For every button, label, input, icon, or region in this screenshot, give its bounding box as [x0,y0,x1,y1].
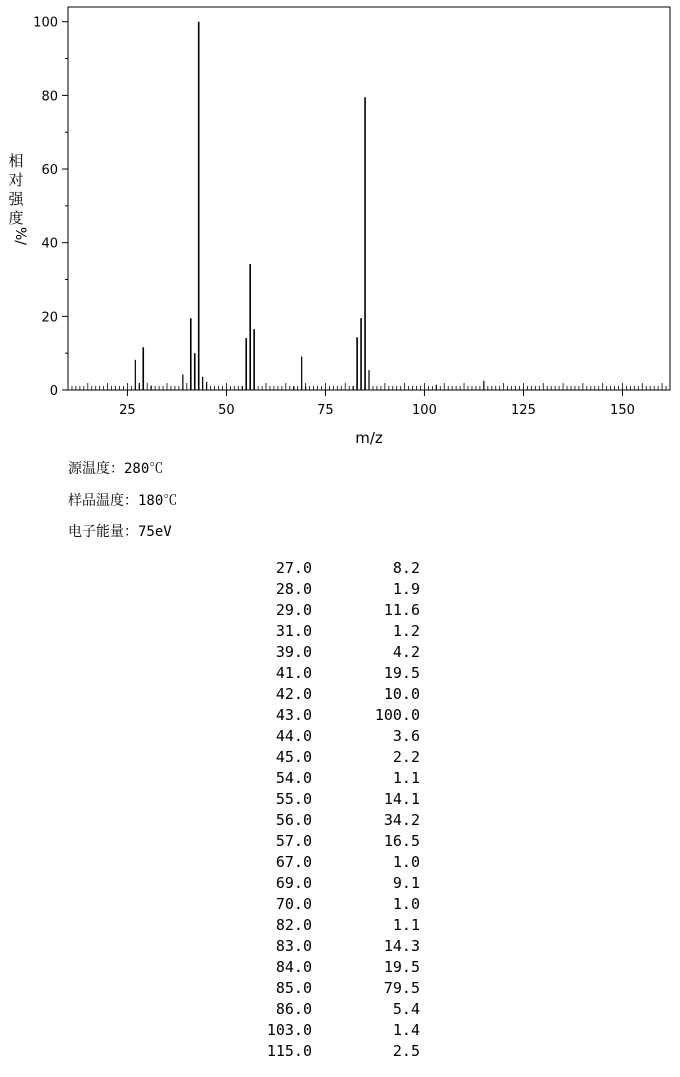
peak-row [255,978,425,999]
peak-row [255,579,425,600]
peak-mz: 31.0 [275,622,312,640]
peak-mz: 85.0 [275,979,312,997]
peak-mz: 67.0 [275,853,312,871]
peak-row [255,621,425,642]
sample-temperature: 样品温度：180℃ [68,493,178,509]
peak-mz: 69.0 [275,874,312,892]
y-tick-label: 40 [41,236,58,252]
peak-intensity: 3.6 [392,727,420,745]
peak-row [255,642,425,663]
peak-mz: 42.0 [275,685,312,703]
peak-intensity: 1.0 [392,853,420,871]
x-tick-label: 150 [610,403,635,418]
peak-intensity: 1.1 [392,916,420,934]
peak-intensity: 8.2 [392,559,420,577]
peak-table [255,558,425,1062]
peak-mz: 29.0 [275,601,312,619]
y-tick-label: 60 [41,163,58,179]
y-tick-label: 80 [41,89,58,105]
peak-mz: 39.0 [275,643,312,661]
peak-row [255,1041,425,1062]
peak-row [255,768,425,789]
peak-row [255,957,425,978]
peak-mz: 54.0 [275,769,312,787]
x-tick-label: 25 [119,403,136,418]
peak-mz: 55.0 [275,790,312,808]
peak-intensity: 1.4 [392,1021,420,1039]
peak-intensity: 14.3 [383,937,420,955]
peak-intensity: 16.5 [383,832,420,850]
peak-row [255,810,425,831]
peak-mz: 103.0 [266,1021,312,1039]
peak-row [255,726,425,747]
mass-spectrum-chart [0,0,680,455]
x-tick-label: 75 [317,403,334,418]
y-tick-label: 100 [33,15,58,31]
peak-row [255,684,425,705]
source-temperature: 源温度：280℃ [68,461,164,477]
peak-row [255,558,425,579]
x-tick-label: 100 [412,403,437,418]
peak-intensity: 19.5 [383,664,420,682]
peak-intensity: 9.1 [392,874,420,892]
peak-intensity: 100.0 [374,706,420,724]
peak-mz: 44.0 [275,727,312,745]
peak-mz: 84.0 [275,958,312,976]
x-tick-label: 50 [218,403,235,418]
peak-mz: 41.0 [275,664,312,682]
y-tick-label: 20 [41,310,58,326]
peak-intensity: 1.0 [392,895,420,913]
peak-intensity: 1.1 [392,769,420,787]
peak-row [255,999,425,1020]
peak-intensity: 14.1 [383,790,420,808]
peak-mz: 83.0 [275,937,312,955]
y-axis-label-char: 度 [8,209,24,227]
y-axis-label-char: 相 [8,152,24,170]
x-tick-label: 125 [511,403,536,418]
peak-row [255,873,425,894]
y-tick-label: 0 [49,384,58,399]
peak-row [255,789,425,810]
peak-row [255,747,425,768]
peak-intensity: 2.5 [392,1042,420,1060]
peak-intensity: 19.5 [383,958,420,976]
peak-mz: 70.0 [275,895,312,913]
peak-mz: 82.0 [275,916,312,934]
peak-intensity: 1.2 [392,622,420,640]
peak-row [255,1020,425,1041]
peak-mz: 57.0 [275,832,312,850]
peak-row [255,663,425,684]
peak-row [255,936,425,957]
plot-frame [68,7,670,390]
peak-intensity: 11.6 [383,601,420,619]
peak-intensity: 34.2 [383,811,420,829]
peak-row [255,705,425,726]
peak-mz: 56.0 [275,811,312,829]
peak-mz: 45.0 [275,748,312,766]
x-axis-label: m/z [355,429,383,447]
y-axis-label-unit: %/ [12,226,28,246]
peak-row [255,894,425,915]
peak-intensity: 4.2 [392,643,420,661]
peak-intensity: 2.2 [392,748,420,766]
peak-intensity: 10.0 [383,685,420,703]
peak-intensity: 1.9 [392,580,420,598]
peak-row [255,600,425,621]
peak-mz: 28.0 [275,580,312,598]
peak-mz: 115.0 [266,1042,312,1060]
peak-intensity: 5.4 [392,1000,420,1018]
peak-row [255,831,425,852]
y-axis-label-char: 强 [8,190,24,208]
peak-mz: 86.0 [275,1000,312,1018]
y-axis-ticks [33,16,68,399]
y-axis-label [8,152,28,245]
y-axis-label-char: 对 [8,171,24,189]
peak-intensity: 79.5 [383,979,420,997]
peak-mz: 43.0 [275,706,312,724]
peak-row [255,852,425,873]
x-axis-ticks [119,390,635,418]
peak-mz: 27.0 [275,559,312,577]
electron-energy: 电子能量：75eV [68,524,172,540]
spectrum-bars [135,22,484,390]
peak-row [255,915,425,936]
